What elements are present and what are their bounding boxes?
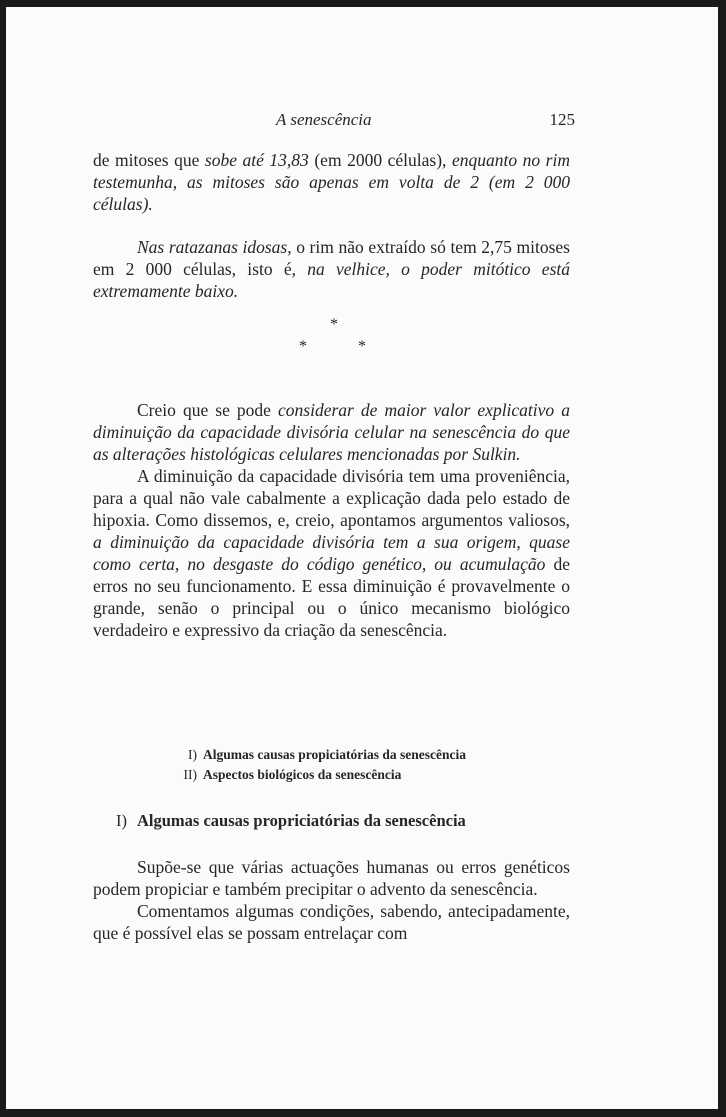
- p4-text-b: a diminuição da capacidade divisória tem a sua origem, quase como certa, no desgaste do código genético, ou acumulação: [93, 531, 570, 574]
- p1-text-a: de mitoses que: [93, 150, 205, 170]
- p4-text-a: A diminuição da capacidade divisória tem uma proveniência, para a qual não vale cabalmente a explicação dada pelo estado de hipoxia. Como dissemos, e, creio, apontamos argumentos valiosos,: [93, 466, 570, 530]
- paragraph-3: [93, 400, 570, 466]
- p3-text-a: Creio que se pode: [137, 400, 279, 421]
- p1-text-c: (em 2000 células),: [308, 150, 452, 170]
- p1-text-d: enquanto no rim testemunha, as mitoses são apenas em volta de 2 (em 2 000 células).: [93, 150, 570, 214]
- outline-item: [166, 745, 466, 765]
- asterism-separator: [93, 308, 570, 380]
- outline-item: [166, 765, 466, 785]
- book-page: [6, 7, 718, 1109]
- p3-text-b: considerar de maior valor explicativo a diminuição da capacidade divisória celular na senescência do que as alterações histológicas celulares mencionadas por Sulkin.: [93, 400, 570, 465]
- separator-star: *: [299, 338, 307, 356]
- body-text-lower: [93, 857, 570, 945]
- paragraph-2: [93, 237, 570, 303]
- section-number: I): [116, 811, 127, 830]
- p2-text-a: Nas ratazanas idosas,: [137, 236, 292, 257]
- p2-text-c: na velhice, o poder mitótico está extremamente baixo.: [93, 258, 570, 301]
- outline-item-number: I): [188, 747, 197, 762]
- outline-item-number: II): [183, 767, 197, 782]
- p2-text-b: o rim não extraído só tem 2,75 mitoses em 2 000 células, isto é,: [93, 236, 570, 279]
- outline-item-text: Aspectos biológicos da senescência: [203, 767, 402, 782]
- p1-text-b: sobe até 13,83: [204, 150, 309, 170]
- separator-star: *: [330, 316, 338, 334]
- page-number: 125: [549, 110, 575, 129]
- section-outline: [166, 745, 466, 785]
- paragraph-6: Comentamos algumas condições, sabendo, antecipadamente, que é possível elas se possam entrelaçar com: [93, 900, 570, 943]
- section-heading: [116, 811, 570, 831]
- paragraph-4: [93, 466, 570, 641]
- outline-item-text: Algumas causas propiciatórias da senescência: [203, 747, 467, 762]
- p4-text-c: de erros no seu funcionamento. E essa diminuição é provavelmente o grande, senão o principal ou o único mecanismo biológico verdadeiro e expressivo da criação da senescência.: [93, 553, 570, 640]
- body-text-upper: [93, 150, 570, 641]
- section-title: Algumas causas propriciatórias da senescência: [137, 811, 466, 830]
- paragraph-1: [93, 150, 570, 216]
- separator-star: *: [358, 338, 366, 356]
- running-title: A senescência: [276, 110, 372, 129]
- paragraph-5: Supõe-se que várias actuações humanas ou erros genéticos podem propiciar e também precipitar o advento da senescência.: [93, 857, 570, 899]
